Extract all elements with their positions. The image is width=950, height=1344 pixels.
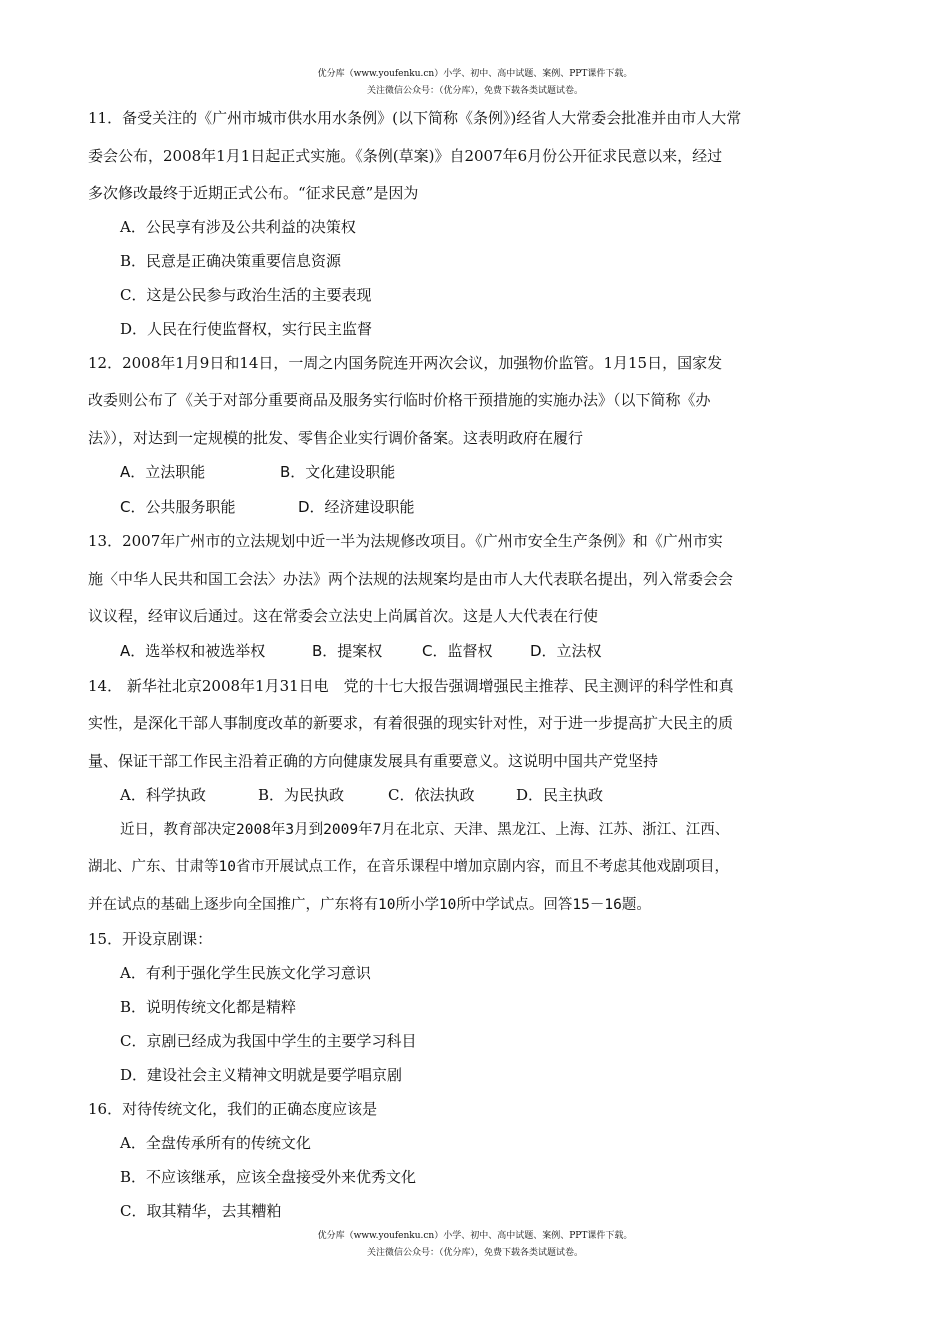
footer-line-1: 优分库（www.youfenku.cn）小学、初中、高中试题、案例、PPT课件下载。 — [317, 1231, 633, 1241]
page-footer — [0, 1228, 950, 1262]
header-line-2: 关注微信公众号：（优分库），免费下载各类试题试卷。 — [366, 86, 583, 96]
q14-option-b: B．为民执政 — [258, 786, 345, 804]
q16-option-b: B．不应该继承，应该全盘接受外来优秀文化 — [120, 1168, 417, 1186]
passage-line-2: 湖北、广东、甘肃等10省市开展试点工作，在音乐课程中增加京剧内容，而且不考虑其他戏剧项目， — [88, 859, 729, 875]
passage-line-1: 近日，教育部决定2008年3月到2009年7月在北京、天津、黑龙江、上海、江苏、浙江、江西、 — [120, 822, 730, 838]
q15-option-c: C．京剧已经成为我国中学生的主要学习科目 — [120, 1032, 417, 1050]
q11-option-b: B．民意是正确决策重要信息资源 — [120, 252, 342, 270]
q13-option-d: D．立法权 — [530, 642, 602, 660]
q16-option-a: A．全盘传承所有的传统文化 — [120, 1134, 311, 1152]
q15-option-a: A．有利于强化学生民族文化学习意识 — [120, 964, 371, 982]
page-header — [0, 66, 950, 100]
q16-stem: 16．对待传统文化，我们的正确态度应该是 — [88, 1100, 378, 1118]
q14-option-c: C．依法执政 — [388, 786, 475, 804]
q15-stem: 15．开设京剧课： — [88, 930, 213, 948]
q12-options-row-1 — [120, 462, 395, 482]
q11-stem-line-3: 多次修改最终于近期正式公布。“征求民意”是因为 — [88, 184, 419, 202]
q11-option-d: D．人民在行使监督权，实行民主监督 — [120, 320, 373, 338]
q12-option-c: C．公共服务职能 — [120, 498, 236, 516]
q15-option-d: D．建设社会主义精神文明就是要学唱京剧 — [120, 1066, 403, 1084]
q16-option-c: C．取其精华，去其糟粕 — [120, 1202, 282, 1220]
q14-options-row — [120, 785, 603, 805]
q14-stem-line-1: 14． 新华社北京2008年1月31日电 党的十七大报告强调增强民主推荐、民主测评的科学性和真 — [88, 677, 734, 695]
q12-option-a: A．立法职能 — [120, 463, 206, 481]
q15-option-b: B．说明传统文化都是精粹 — [120, 998, 297, 1016]
q14-option-d: D．民主执政 — [516, 786, 604, 804]
q13-stem-line-3: 议议程，经审议后通过。这在常委会立法史上尚属首次。这是人大代表在行使 — [88, 607, 599, 625]
q12-stem-line-3: 法》），对达到一定规模的批发、零售企业实行调价备案。这表明政府在履行 — [88, 429, 584, 447]
q14-stem-line-2: 实性，是深化干部人事制度改革的新要求，有着很强的现实针对性，对于进一步提高扩大民主的质 — [88, 714, 734, 732]
q11-stem-line-1: 11．备受关注的《广州市城市供水用水条例》(以下简称《条例》)经省人大常委会批准并由市人大常 — [88, 109, 742, 127]
q13-option-c: C．监督权 — [422, 642, 493, 660]
q13-stem-line-2: 施〈中华人民共和国工会法〉办法》两个法规的法规案均是由市人大代表联名提出，列入常委会会 — [88, 570, 734, 588]
q12-stem-line-2: 改委则公布了《关于对部分重要商品及服务实行临时价格干预措施的实施办法》（以下简称《办 — [88, 391, 711, 409]
q11-stem-line-2: 委会公布，2008年1月1日起正式实施。《条例(草案)》自2007年6月份公开征求民意以来，经过 — [88, 147, 723, 165]
footer-line-2: 关注微信公众号：（优分库），免费下载各类试题试卷。 — [366, 1248, 583, 1258]
q13-stem-line-1: 13．2007年广州市的立法规划中近一半为法规修改项目。《广州市安全生产条例》和《广州市实 — [88, 532, 723, 550]
q13-option-b: B．提案权 — [312, 642, 383, 660]
q12-options-row-2 — [120, 497, 415, 517]
q13-option-a: A．选举权和被选举权 — [120, 642, 266, 660]
q13-options-row — [120, 641, 602, 661]
q12-stem-line-1: 12．2008年1月9日和14日，一周之内国务院连开两次会议，加强物价监管。1月15日，国家发 — [88, 354, 723, 372]
q12-option-d: D．经济建设职能 — [298, 498, 415, 516]
q14-option-a: A．科学执政 — [120, 786, 206, 804]
q11-option-a: A．公民享有涉及公共利益的决策权 — [120, 218, 356, 236]
q12-option-b: B．文化建设职能 — [280, 463, 396, 481]
header-line-1: 优分库（www.youfenku.cn）小学、初中、高中试题、案例、PPT课件下载。 — [317, 69, 633, 79]
passage-line-3: 并在试点的基础上逐步向全国推广，广东将有10所小学10所中学试点。回答15－16题。 — [88, 897, 651, 913]
q11-option-c: C．这是公民参与政治生活的主要表现 — [120, 286, 372, 304]
q14-stem-line-3: 量、保证干部工作民主沿着正确的方向健康发展具有重要意义。这说明中国共产党坚持 — [88, 752, 659, 770]
